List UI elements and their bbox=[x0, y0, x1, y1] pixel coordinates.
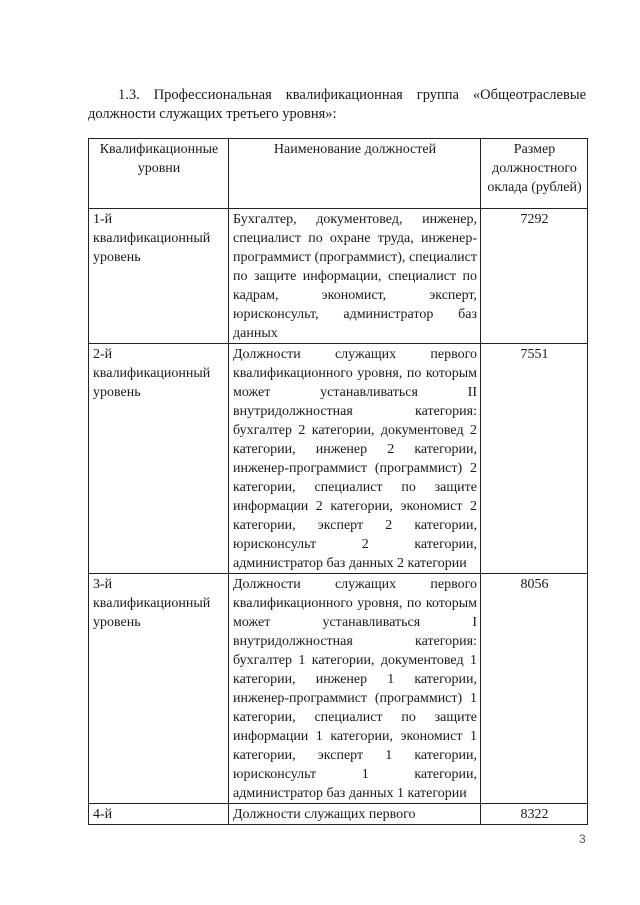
table-row bbox=[89, 344, 588, 574]
row-positions: Должности служащих первого bbox=[229, 804, 481, 825]
header-position-name: Наименование должностей bbox=[229, 139, 481, 209]
row-salary: 7292 bbox=[481, 209, 588, 344]
row-level: 3-й квалификационный уровень bbox=[89, 574, 229, 804]
section-intro-text: 1.3. Профессиональная квалификационная группа «Общеотраслевые должности служащих третьего уровня»: bbox=[88, 87, 586, 122]
row-salary: 8322 bbox=[481, 804, 588, 825]
row-salary: 8056 bbox=[481, 574, 588, 804]
row-level: 1-й квалификационный уровень bbox=[89, 209, 229, 344]
qualification-table bbox=[88, 138, 588, 825]
row-salary: 7551 bbox=[481, 344, 588, 574]
row-level: 2-й квалификационный уровень bbox=[89, 344, 229, 574]
table-row bbox=[89, 209, 588, 344]
row-level: 4-й bbox=[89, 804, 229, 825]
header-level: Квалификационные уровни bbox=[89, 139, 229, 209]
row-positions: Должности служащих первого квалификационного уровня, по которым может устанавливаться II внутридолжностная категория: бухгалтер 2 категории, документовед 2 категории, инженер 2 категории, инженер-программист (программист) 2 категории, специалист по защите информации 2 категории, экономист 2 категории, эксперт 2 категории, юрисконсульт 2 категории, администратор баз данных 2 категории bbox=[229, 344, 481, 574]
table-row bbox=[89, 574, 588, 804]
section-intro bbox=[88, 86, 586, 124]
row-positions: Должности служащих первого квалификационного уровня, по которым может устанавливаться I внутридолжностная категория: бухгалтер 1 категории, документовед 1 категории, инженер 1 категории, инженер-программист (программист) 1 категории, специалист по защите информации 1 категории, экономист 1 категории, эксперт 1 категории, юрисконсульт 1 категории, администратор баз данных 1 категории bbox=[229, 574, 481, 804]
table-row bbox=[89, 804, 588, 825]
header-salary: Размер должностного оклада (рублей) bbox=[481, 139, 588, 209]
table-header-row bbox=[89, 139, 588, 209]
row-positions: Бухгалтер, документовед, инженер, специалист по охране труда, инженер-программист (программист), специалист по защите информации, специалист по кадрам, экономист, эксперт, юрисконсульт, администратор баз данных bbox=[229, 209, 481, 344]
page-number: 3 bbox=[579, 832, 586, 846]
